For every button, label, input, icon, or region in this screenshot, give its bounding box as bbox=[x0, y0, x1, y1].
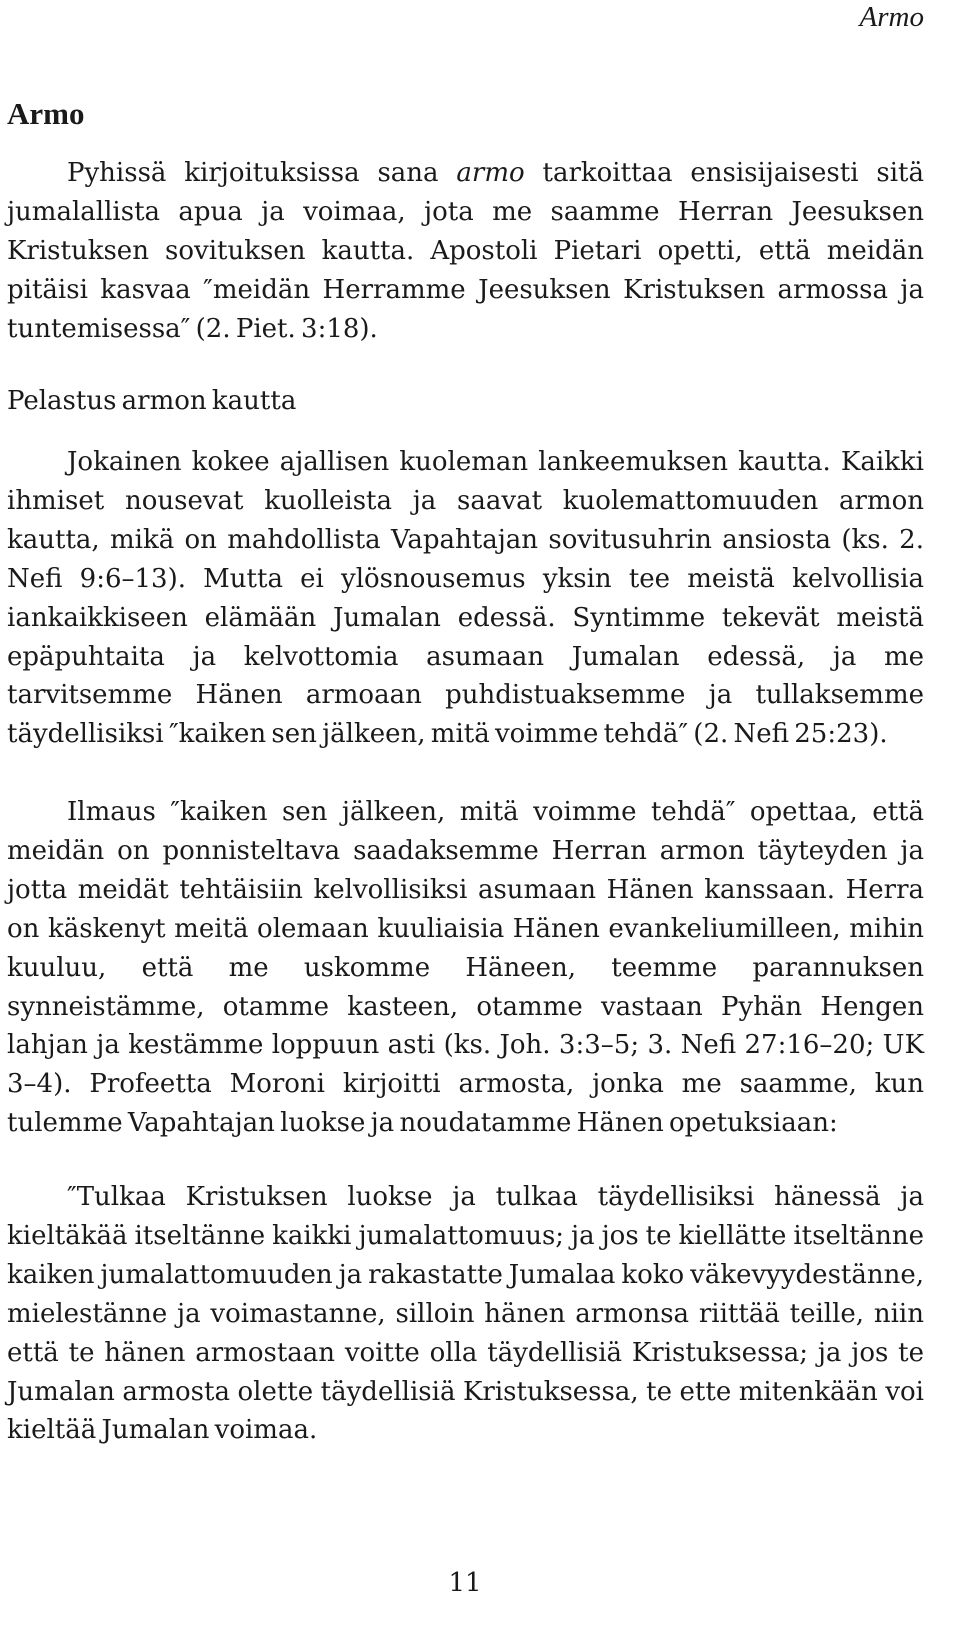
section-title: Armo bbox=[7, 96, 85, 131]
page-number: 11 bbox=[448, 1568, 482, 1598]
running-head: Armo bbox=[859, 1, 924, 33]
body-paragraph-1: Jokainen kokee ajallisen kuoleman lankeemuksen kautta. Kaikki ihmiset nousevat kuolleista ja saavat kuolemattomuuden armon kautta, mikä on mahdollista Vapahtajan sovitusuhrin ansiosta (ks. 2. Nefi 9:6–13). Mutta ei ylösnousemus yksin tee meistä kelvollisia iankaikkiseen elämään Jumalan edessä. Syntimme tekevät meistä epäpuhtaita ja kelvottomia asumaan Jumalan edessä, ja me tarvitsemme Hänen armoaan puhdistuaksemme ja tullaksemme täydellisiksi ″kaiken sen jälkeen, mitä voimme tehdä″ (2. Nefi 25:23). bbox=[7, 447, 924, 750]
intro-paragraph bbox=[7, 154, 924, 349]
body-paragraph-2: Ilmaus ″kaiken sen jälkeen, mitä voimme tehdä″ opettaa, että meidän on ponnisteltava saadaksemme Herran armon täyteyden ja jotta meidät tehtäisiin kelvollisiksi asumaan Hänen kanssaan. Herra on käskenyt meitä olemaan kuuliaisia Hänen evankeliumilleen, mihin kuuluu, että me uskomme Häneen, teemme parannuksen synneistämme, otamme kasteen, otamme vastaan Pyhän Hengen lahjan ja kestämme loppuun asti (ks. Joh. 3:3–5; 3. Nefi 27:16–20; UK 3–4). Profeetta Moroni kirjoitti armosta, jonka me saamme, kun tulemme Vapahtajan luokse ja noudatamme Hänen opetuksiaan: bbox=[7, 797, 924, 1139]
subsection-title: Pelastus armon kautta bbox=[7, 386, 297, 416]
intro-text-after: tarkoittaa ensisijaisesti sitä jumalallista apua ja voimaa, jota me saamme Herran Jeesuksen Kristuksen sovituksen kautta. Apostoli Pietari opetti, että meidän pitäisi kasvaa ″meidän Herramme Jeesuksen Kristuksen armossa ja tuntemisessa″ (2. Piet. 3:18). bbox=[7, 158, 924, 344]
intro-text-before: Pyhissä kirjoituksissa sana bbox=[67, 158, 457, 188]
quote-paragraph: ″Tulkaa Kristuksen luokse ja tulkaa täydellisiksi hänessä ja kieltäkää itseltänne kaikki jumalattomuus; ja jos te kiellätte itseltänne kaiken jumalattomuuden ja rakastatte Jumalaa koko väkevyydestänne, mielestänne ja voimastanne, silloin hänen armonsa riittää teille, niin että te hänen armostaan voitte olla täydellisiä Kristuksessa; ja jos te Jumalan armosta olette täydellisiä Kristuksessa, te ette mitenkään voi kieltää Jumalan voimaa. bbox=[7, 1182, 924, 1446]
intro-term: armo bbox=[456, 158, 525, 188]
